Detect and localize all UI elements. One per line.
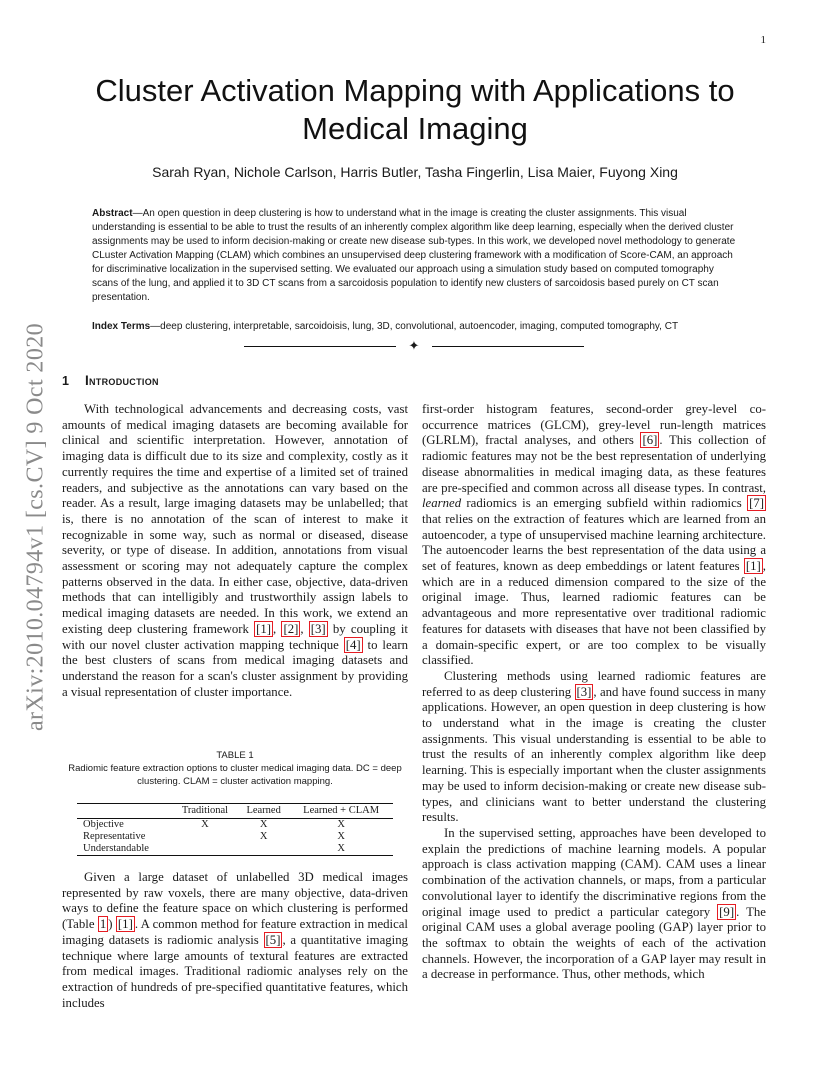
intro-paragraph-2: Given a large dataset of unlabelled 3D medical images represented by raw voxels, there are many objective, data-driven ways to define the feature space on which clustering is performed (Table 1 ) [1] . A common method for feature extraction in medical imaging datasets is radiomic analysis [5] , a quantitative imaging technique where large amounts of textural features are extracted from medical images. Traditional radiomic analyses rely on the extraction of hundreds of pre-specified quantitative features, which includes [62,870,409,1010]
emphasis-learned: learned [422,496,462,511]
citation-link[interactable]: [6] [642,433,658,448]
citation-link[interactable]: [1] [117,917,133,932]
table-cell: X [289,843,393,856]
table-cell: X [337,831,345,842]
table-cell: X [201,819,209,830]
section-heading [62,373,159,388]
section-separator [244,338,584,358]
table-row [77,843,393,856]
intro-paragraph-3: first-order histogram features, second-order grey-level co-occurrence matrices (GLCM), grey-level run-length matrices (GLRLM), fractal analyses, and others [6] . This collection of radiomic features may not be the best representation of underlying disease abnormalities in medical imaging data, as these features are pre-specified and common across all disease types. In contrast, learned radiomics is an emerging subfield within radiomics [7] that relies on the extraction of features which are learned from an autoencoder, a type of unsupervised machine learning architecture. The autoencoder learns the best representation of the data using a set of features, known as deep embeddings or latent features [1] , which are in a reduced dimension compared to the size of the original image. Thus, learned radiomic features can be advantageous and more representative over traditional radiomic features for datasets with diseases that have not been classified by a domain-specific expert, or are too complex to be visually classified. [422,402,767,668]
table-cell [238,843,289,856]
table-cell: X [259,831,268,842]
separator-line-right [432,346,584,347]
intro-paragraph-5: In the supervised setting, approaches have been developed to explain the predictions of machine learning models. A popular approach is class activation mapping (CAM). CAM uses a linear combination of the activation channels, or maps, from a particular convolutional layer to identify the discriminative regions from the original image used to predict a particular category [9] . The original CAM uses a global average pooling (GAP) layer prior to the softmax to obtain the weights of each of the activation channels. However, the incorporation of a GAP layer may result in a decrease in performance. Thus, other methods, which [422,825,766,982]
table-reference-link[interactable]: 1 [99,917,107,932]
table-caption: Radiomic feature extraction options to cluster medical imaging data. DC = deep clustering. CLAM = cluster activation mapping. [68,763,402,787]
table-cell: X [337,819,345,830]
citation-link[interactable]: [5] [265,932,281,947]
citation-link[interactable]: [1] [745,559,761,574]
diamond-icon: ✦ [408,339,420,354]
abstract-label: Abstract [92,208,133,219]
table-row [77,831,393,843]
intro-paragraph-1: With technological advancements and decreasing costs, vast amounts of medical imaging datasets are becoming available for clinical and scientific interpretation. However, annotation of imaging data is difficult due to its size and complexity, costly as it currently requires the time and expertise of a limited set of trained readers, and subjective as the annotations can vary based on the reader. As a result, large imaging datasets may be unlabelled; that is, there is no annotation of the scan of interest to make it recognizable in some way, such as normal or diseased, disease severity, or type of disease. In addition, annotations from visual assessment or scoring may not adequately capture the complex patterns observed in the data. In either case, objective, data-driven methods that can intelligibly and trustworthily assign labels to medical imaging datasets are needed. In this work, we extend an existing deep clustering framework [1] , [2] , [3] by coupling it with our novel cluster activation mapping technique [4] to learn the best clusters of scans from medical imaging datasets and understand the reason for a scan's cluster assignment by providing a visual representation of cluster importance. [62,402,408,699]
paper-title: Cluster Activation Mapping with Applications to Medical Imaging [95,73,735,146]
table-cell [172,831,238,843]
left-column-bottom [62,870,408,1011]
citation-link[interactable]: [1] [256,621,272,636]
table-header-row [77,804,393,819]
table-header-cell: Learned + CLAM [289,804,393,819]
table-label: TABLE 1 [216,750,254,761]
citation-link[interactable]: [7] [749,496,764,511]
table-header-cell: Learned [238,804,289,819]
section-number: 1 [62,374,69,388]
separator-line-left [244,346,396,347]
feature-extraction-table [77,803,393,856]
table-cell: X [259,819,268,830]
abstract-text: —An open question in deep clustering is how to understand what in the image is creating the cluster assignments. This visual understanding is essential to be able to trust the results of an inherently complex algorithm like deep learning, especially when the derived cluster assignments may be used to inform decision-making or create new disease sub-types. In this work, we developed novel methodology to generate CLuster Activation Mapping (CLAM) which combines an unsupervised deep clustering framework with a modification of Score-CAM, an approach for discriminative localization in the supervised setting. We evaluated our approach using a simulation study based on computed tomography scans of the lung, and applied it to 3D CT scans from a sarcoidosis population to identify new clusters of sarcoidosis based purely on CT scan presentation. [92,208,736,303]
table-cell: Understandable [77,843,172,856]
arxiv-identifier: arXiv:2010.04794v1 [cs.CV] 9 Oct 2020 [22,322,49,732]
table-header-cell: Traditional [172,804,238,819]
citation-link[interactable]: [3] [576,684,592,699]
intro-paragraph-4: Clustering methods using learned radiomic features are referred to as deep clustering [3] , and have found success in many applications. However, an open question in deep clustering is how to understand what in the image is creating the cluster assignments. This visual understanding is essential to be able to trust the results of an inherently complex algorithm like deep learning. This is especially important when the cluster assignments may be used to inform decision-making or create new disease sub-types, and clinicians want to better understand the clustering results. [422,668,766,825]
table-caption-block [62,749,408,788]
table-cell: Objective [83,819,124,830]
index-terms-text: —deep clustering, interpretable, sarcoidoisis, lung, 3D, convolutional, autoencoder, imaging, computed tomography, CT [150,321,679,332]
citation-link[interactable]: [9] [719,904,735,919]
arxiv-sidebar [8,292,64,762]
table-header-cell [77,804,172,819]
right-column [422,402,766,983]
section-title: Introduction [84,373,159,388]
left-column-top [62,402,408,700]
citation-link[interactable]: [3] [310,621,326,636]
author-list: Sarah Ryan, Nichole Carlson, Harris Butler, Tasha Fingerlin, Lisa Maier, Fuyong Xing [152,164,678,180]
table-cell: Representative [83,831,146,842]
index-terms [92,320,752,334]
citation-link[interactable]: [2] [283,621,299,636]
index-terms-label: Index Terms [92,321,151,332]
citation-link[interactable]: [4] [345,637,361,652]
abstract [92,207,738,305]
table-cell [172,843,238,856]
page-number: 1 [760,34,766,46]
table-row [77,819,393,832]
